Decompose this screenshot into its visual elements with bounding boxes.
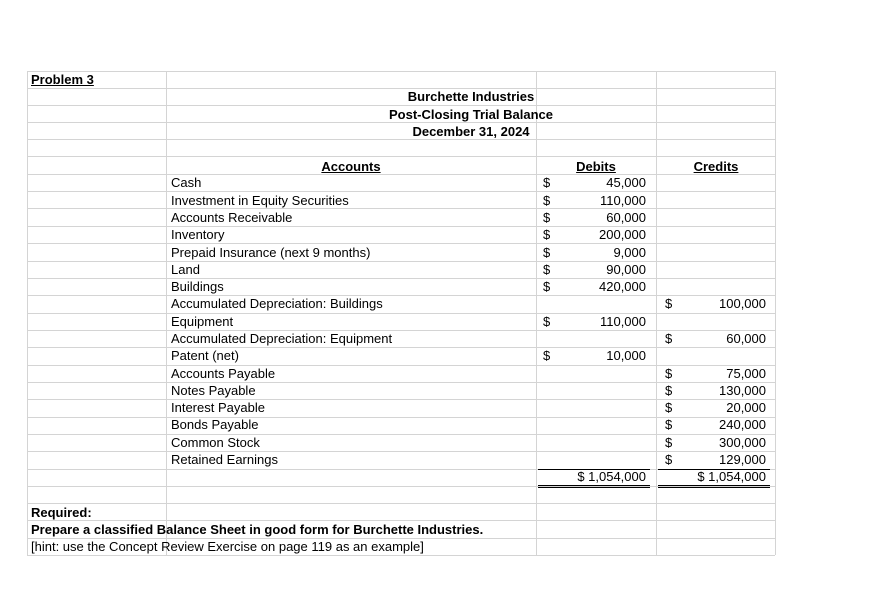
account-name: Land — [171, 262, 200, 277]
account-name: Bonds Payable — [171, 417, 259, 432]
hint-text: [hint: use the Concept Review Exercise on page 119 as an example] — [31, 539, 424, 554]
account-name: Equipment — [171, 314, 234, 329]
credit-amount: 300,000 — [719, 435, 766, 450]
debit-dollar-sign: $ — [543, 210, 551, 225]
credit-amount: 240,000 — [719, 417, 766, 432]
debit-dollar-sign: $ — [543, 245, 551, 260]
grid-col-line — [166, 71, 167, 555]
credit-double-rule-b — [658, 487, 770, 488]
debit-dollar-sign: $ — [543, 348, 551, 363]
grid-row-line — [27, 313, 775, 314]
credit-double-rule-a — [658, 485, 770, 486]
grid-row-line — [27, 243, 775, 244]
account-name: Accumulated Depreciation: Buildings — [171, 296, 383, 311]
report-title: Post-Closing Trial Balance — [389, 107, 553, 122]
grid-row-line — [27, 434, 775, 435]
account-name: Interest Payable — [171, 400, 265, 415]
debit-double-rule-b — [538, 487, 650, 488]
account-name: Common Stock — [171, 435, 260, 450]
debit-dollar-sign: $ — [543, 262, 551, 277]
grid-row-line — [27, 382, 775, 383]
grid-row-line — [27, 278, 775, 279]
required-label: Required: — [31, 505, 92, 520]
required-text: Prepare a classified Balance Sheet in good form for Burchette Industries. — [31, 522, 484, 537]
grid-row-line — [27, 295, 775, 296]
credit-amount: 130,000 — [719, 383, 766, 398]
grid-row-line — [27, 122, 775, 123]
credit-amount: 20,000 — [726, 400, 766, 415]
grid-row-line — [27, 365, 775, 366]
credit-dollar-sign: $ — [665, 400, 673, 415]
debit-amount: 60,000 — [606, 210, 646, 225]
grid-row-line — [27, 261, 775, 262]
credit-amount: 100,000 — [719, 296, 766, 311]
debit-dollar-sign: $ — [543, 314, 551, 329]
credits-header: Credits — [693, 159, 739, 174]
credit-dollar-sign: $ — [665, 366, 673, 381]
credit-amount: 60,000 — [726, 331, 766, 346]
account-name: Accounts Payable — [171, 366, 276, 381]
grid-row-line — [27, 105, 775, 106]
debit-dollar-sign: $ — [543, 193, 551, 208]
grid-col-line — [775, 71, 776, 555]
debit-amount: 110,000 — [599, 314, 646, 329]
grid-row-line — [27, 191, 775, 192]
grid-row-line — [27, 417, 775, 418]
grid-row-line — [27, 330, 775, 331]
debit-amount: 90,000 — [606, 262, 646, 277]
credit-dollar-sign: $ — [665, 435, 673, 450]
grid-row-line — [27, 555, 775, 556]
account-name: Investment in Equity Securities — [171, 193, 349, 208]
account-name: Inventory — [171, 227, 225, 242]
grid-row-line — [27, 503, 775, 504]
debit-total: $ 1,054,000 — [577, 469, 646, 484]
grid-row-line — [27, 399, 775, 400]
debit-amount: 420,000 — [599, 279, 646, 294]
credit-total: $ 1,054,000 — [697, 469, 766, 484]
accounts-header: Accounts — [321, 159, 381, 174]
credit-dollar-sign: $ — [665, 296, 673, 311]
account-name: Accounts Receivable — [171, 210, 293, 225]
debit-amount: 45,000 — [606, 175, 646, 190]
account-name: Retained Earnings — [171, 452, 278, 467]
debit-amount: 200,000 — [599, 227, 646, 242]
problem-label: Problem 3 — [31, 72, 94, 87]
account-name: Notes Payable — [171, 383, 256, 398]
grid-row-line — [27, 226, 775, 227]
grid-row-line — [27, 139, 775, 140]
debit-dollar-sign: $ — [543, 175, 551, 190]
grid-row-line — [27, 88, 775, 89]
grid-col-line — [27, 71, 28, 555]
credit-amount: 75,000 — [726, 366, 766, 381]
debit-amount: 10,000 — [606, 348, 646, 363]
account-name: Accumulated Depreciation: Equipment — [171, 331, 393, 346]
account-name: Buildings — [171, 279, 224, 294]
credit-amount: 129,000 — [719, 452, 766, 467]
grid-row-line — [27, 174, 775, 175]
grid-row-line — [27, 520, 775, 521]
debit-dollar-sign: $ — [543, 279, 551, 294]
company-name: Burchette Industries — [407, 89, 535, 104]
credit-dollar-sign: $ — [665, 452, 673, 467]
credit-dollar-sign: $ — [665, 417, 673, 432]
grid-row-line — [27, 347, 775, 348]
debit-dollar-sign: $ — [543, 227, 551, 242]
credit-dollar-sign: $ — [665, 383, 673, 398]
account-name: Patent (net) — [171, 348, 239, 363]
grid-row-line — [27, 451, 775, 452]
debit-double-rule-a — [538, 485, 650, 486]
debit-amount: 110,000 — [599, 193, 646, 208]
account-name: Cash — [171, 175, 202, 190]
grid-row-line — [27, 208, 775, 209]
report-date: December 31, 2024 — [412, 124, 530, 139]
debit-amount: 9,000 — [613, 245, 646, 260]
debits-header: Debits — [576, 159, 616, 174]
grid-row-line — [27, 156, 775, 157]
account-name: Prepaid Insurance (next 9 months) — [171, 245, 371, 260]
credit-dollar-sign: $ — [665, 331, 673, 346]
grid-row-line — [27, 71, 775, 72]
